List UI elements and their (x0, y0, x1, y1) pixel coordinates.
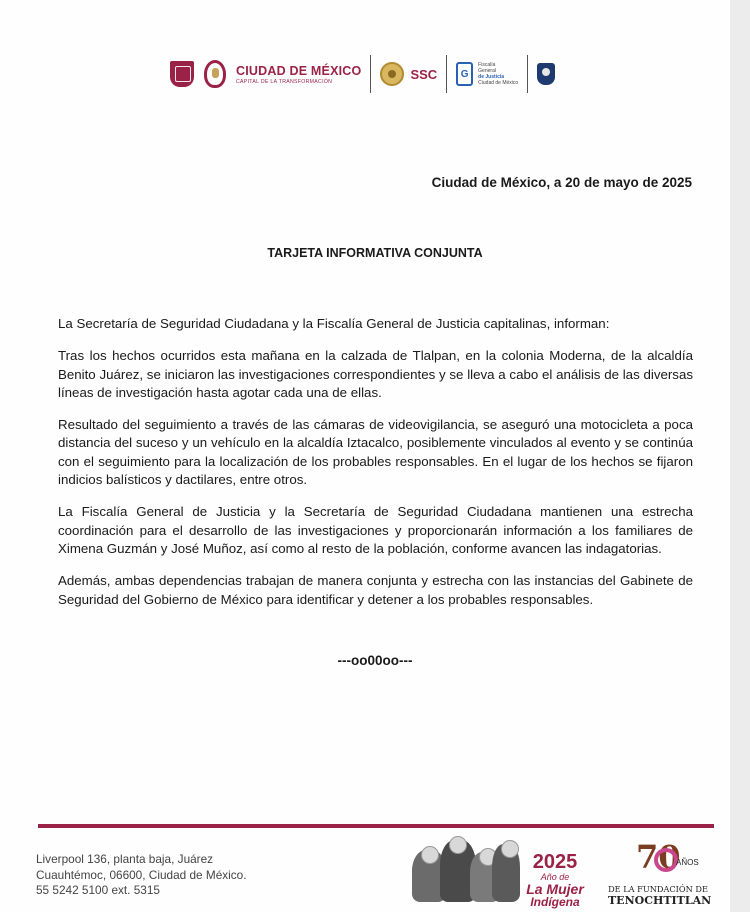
cdmx-name: CIUDAD DE MÉXICO (236, 63, 362, 78)
body-paragraph: Además, ambas dependencias trabajan de manera conjunta y estrecha con las instancias del Gabinete de Seguridad del Gobierno de México para identificar y detener a los probables responsables. (58, 573, 693, 607)
police-badge-icon (537, 63, 555, 85)
cdmx-wordmark (236, 64, 361, 85)
anio-mujer-indigena-logo (524, 852, 586, 909)
viewer-edge (730, 0, 750, 912)
fgj-line: Fiscalía (478, 62, 496, 68)
ten-line: TENOCHTITLAN (608, 894, 712, 907)
anio-line: La Mujer (526, 881, 584, 897)
fgj-line: de Justicia (478, 74, 505, 80)
ten-zero-ring-icon (654, 848, 678, 872)
address-line: Cuauhtémoc, 06600, Ciudad de México. (36, 867, 247, 882)
header-logos (170, 52, 555, 96)
fgj-logo-icon: G (456, 62, 473, 86)
body-paragraph: La Fiscalía General de Justicia y la Secretaría de Seguridad Ciudadana mantienen una estrecha coordinación para el desarrollo de las investigaciones y proporcionarán información a los familiares de Ximena Guzmán y José Muñoz, así como al resto de la población, conforme avancen las indagatorias. (58, 504, 693, 556)
logo-divider (527, 55, 528, 93)
logo-divider (370, 55, 371, 93)
body-paragraph: Tras los hechos ocurridos esta mañana en la calzada de Tlalpan, en la colonia Moderna, de la alcaldía Benito Juárez, se iniciaron las investigaciones correspondientes y se lleva a cabo el análisis de las diversas líneas de investigación hasta agotar cada una de ellas. (58, 348, 693, 400)
body-paragraph: La Secretaría de Seguridad Ciudadana y la Fiscalía General de Justicia capitalinas, informan: (58, 316, 610, 331)
address-line: 55 5242 5100 ext. 5315 (36, 883, 160, 898)
document-title: TARJETA INFORMATIVA CONJUNTA (267, 246, 483, 260)
fgj-line: Ciudad de México (478, 80, 519, 86)
footer-divider (38, 824, 714, 828)
ssc-label: SSC (410, 66, 438, 82)
body-paragraph: Resultado del seguimiento a través de las cámaras de videovigilancia, se aseguró una motocicleta a poca distancia del suceso y un vehículo en la alcaldía Iztacalco, posiblemente vinculados al evento y se continúa con el seguimiento para la localización de los probables responsables. En el lugar de los hechos se fijaron indicios balísticos y dactilares, entre otros. (58, 417, 693, 488)
ten-line: DE LA FUNDACIÓN DE (608, 884, 708, 894)
cdmx-subtitle: CAPITAL DE LA TRANSFORMACIÓN (236, 78, 333, 85)
document-date: Ciudad de México, a 20 de mayo de 2025 (431, 175, 692, 190)
ssc-seal-icon (380, 62, 404, 86)
anio-line: Año de (540, 872, 570, 882)
tenochtitlan-700-logo (608, 838, 712, 907)
ten-number: 70 (636, 838, 681, 876)
anio-line: Indígena (530, 895, 580, 909)
document-body (58, 315, 693, 623)
anio-year: 2025 (532, 851, 578, 873)
closing-mark: ---oo00oo--- (337, 653, 413, 668)
indigenous-women-illustration (412, 836, 522, 902)
cdmx-emblem-icon (202, 56, 230, 92)
logo-divider (446, 55, 447, 93)
ten-anos: AÑOS (676, 858, 699, 867)
cdmx-crest-icon (170, 61, 194, 87)
address-line: Liverpool 136, planta baja, Juárez (36, 852, 214, 866)
tenochtitlan-number (608, 838, 708, 876)
footer-address (36, 852, 247, 899)
fgj-line: General (478, 68, 496, 74)
fgj-wordmark (478, 62, 518, 86)
